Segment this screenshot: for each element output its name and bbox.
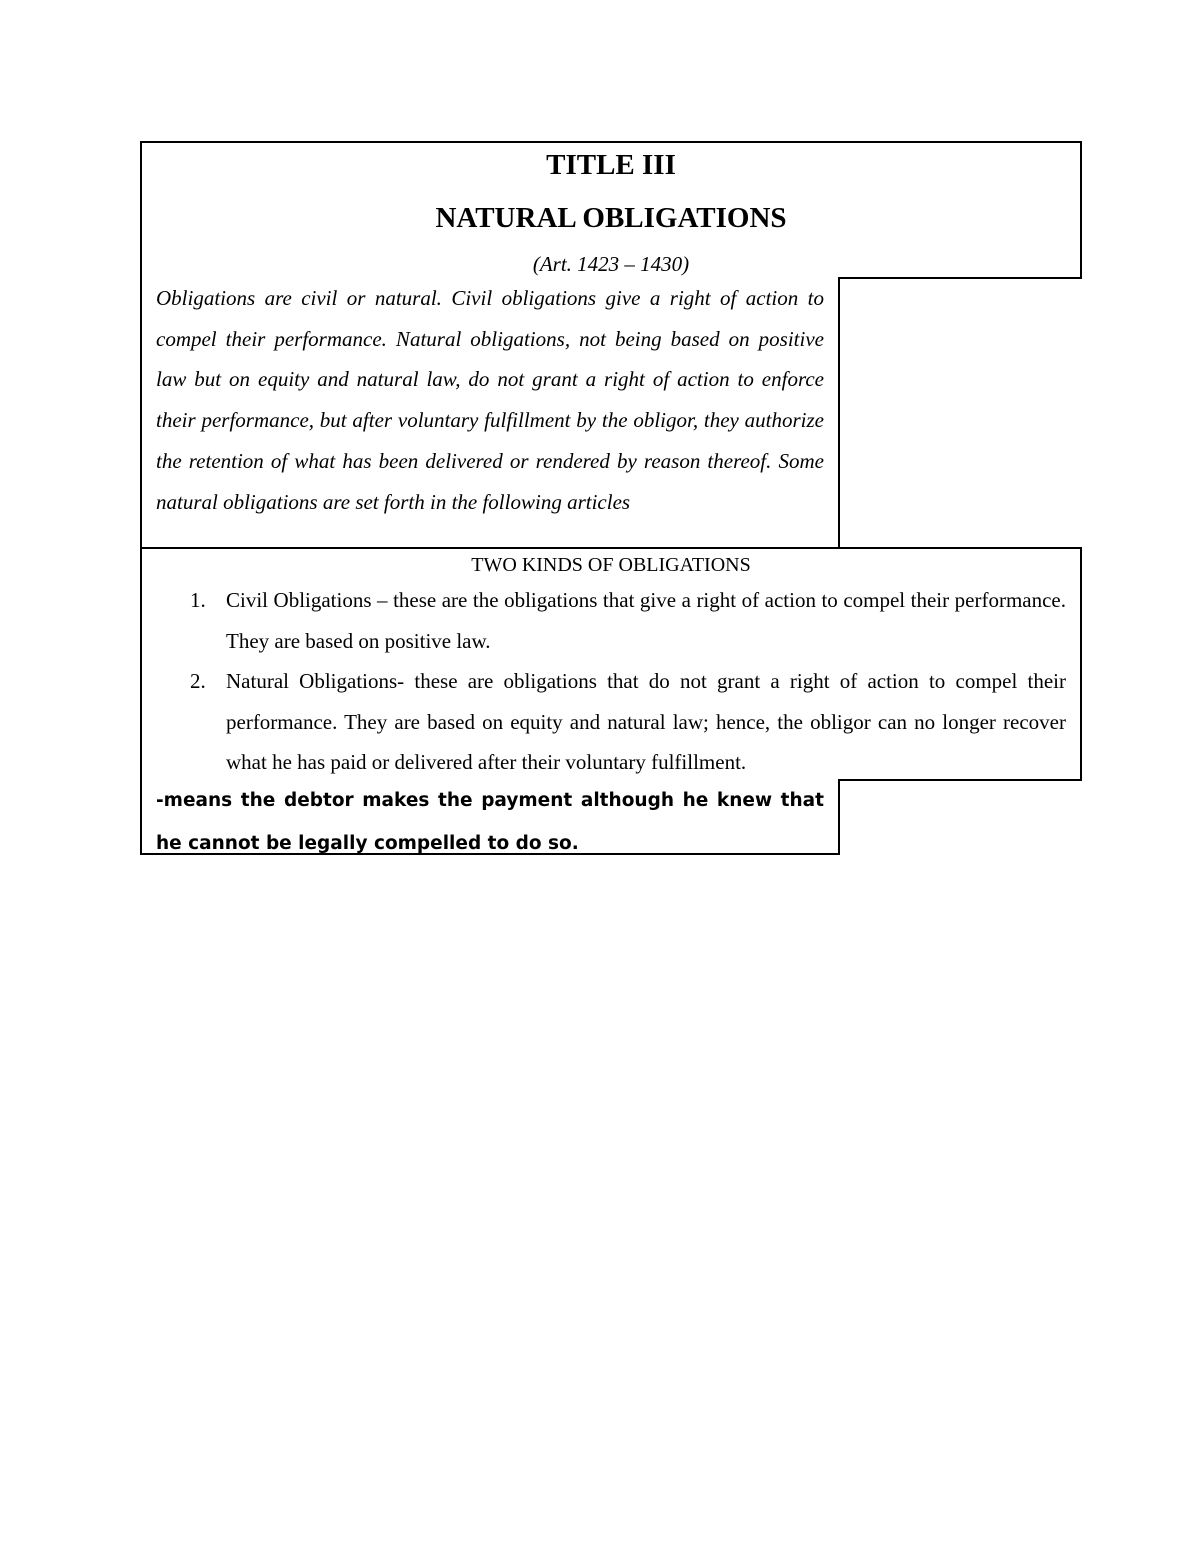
title-number: TITLE III xyxy=(546,149,676,181)
meaning-block xyxy=(140,779,840,855)
kinds-heading: TWO KINDS OF OBLIGATIONS xyxy=(471,554,751,576)
title-block xyxy=(140,141,1082,279)
list-item-text: Natural Obligations- these are obligations that do not grant a right of action to compel their performance. They are based on equity and natural law; hence, the obligor can no longer recover what he has paid or delivered after their voluntary fulfillment. xyxy=(226,669,1066,774)
list-item-number: 1. xyxy=(190,588,206,612)
article-range: (Art. 1423 – 1430) xyxy=(532,252,690,276)
kinds-list xyxy=(142,580,1080,781)
kinds-block xyxy=(140,547,1082,781)
list-item-number: 2. xyxy=(190,669,206,693)
list-item xyxy=(142,580,1080,661)
list-item xyxy=(142,661,1080,781)
title-heading: NATURAL OBLIGATIONS xyxy=(435,202,787,234)
list-item-text: Civil Obligations – these are the obligations that give a right of action to compel their performance. They are based on positive law. xyxy=(226,588,1066,653)
meaning-text: -means the debtor makes the payment although he knew that he cannot be legally compelled to do so. xyxy=(156,790,824,854)
definition-block xyxy=(140,277,840,550)
definition-text: Obligations are civil or natural. Civil obligations give a right of action to compel their performance. Natural obligations, not being based on positive law but on equity and natural law, do not grant a right of action to enforce their performance, but after voluntary fulfillment by the obligor, they authorize the retention of what has been delivered or rendered by reason thereof. Some natural obligations are set forth in the following articles xyxy=(156,286,824,514)
